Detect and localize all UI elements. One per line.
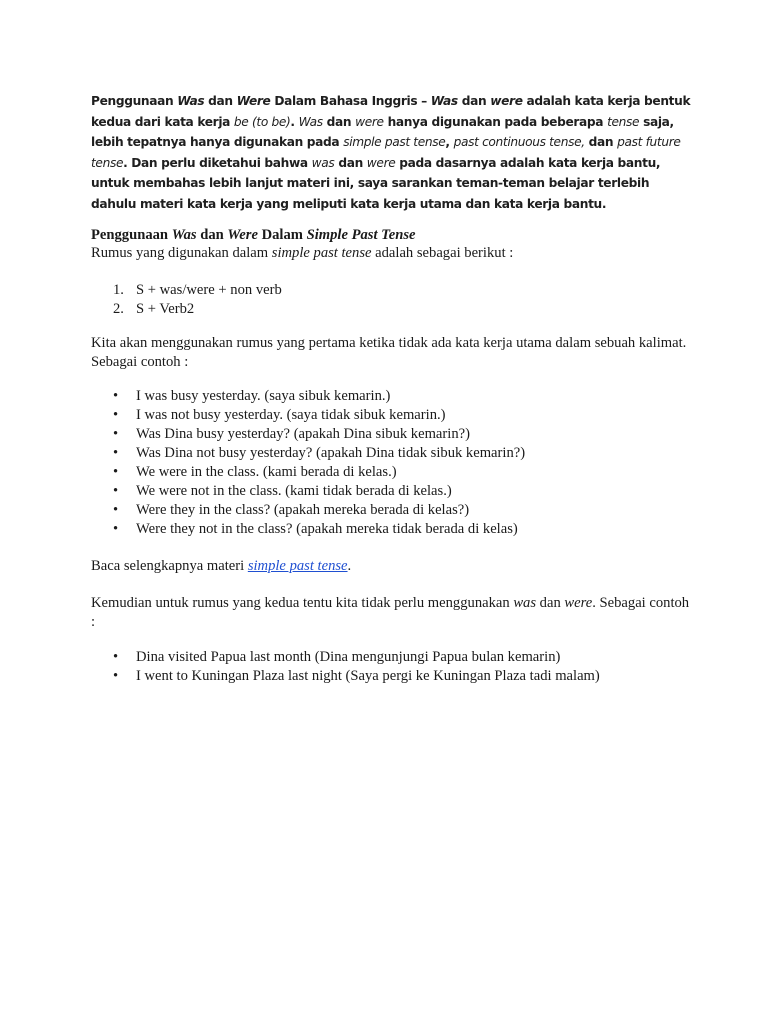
intro-text: saja, lebih tepatnya hanya digunakan pada	[91, 114, 674, 149]
formula-item	[91, 281, 282, 300]
list-item	[91, 387, 525, 406]
example-text: I was busy yesterday. (saya sibuk kemarin.)	[136, 388, 391, 404]
list-item	[91, 648, 600, 667]
heading-text: dan	[196, 227, 228, 243]
paragraph-text: Kemudian untuk rumus yang kedua tentu kita tidak perlu menggunakan	[91, 595, 514, 611]
paragraph-text: simple past tense	[271, 245, 372, 261]
intro-text: were	[366, 155, 396, 170]
section-heading	[91, 226, 416, 245]
bullet-icon: •	[113, 668, 119, 684]
formula-text: S + Verb2	[136, 301, 195, 317]
intro-text: past continuous tense,	[453, 135, 585, 149]
list-item	[91, 444, 525, 463]
example-text: Were they in the class? (apakah mereka berada di kelas?)	[136, 502, 470, 518]
formula-list	[91, 281, 282, 319]
intro-text: .	[290, 114, 299, 129]
intro-text: . Dan perlu diketahui bahwa	[123, 155, 312, 170]
list-item	[91, 501, 525, 520]
heading-text: Were	[227, 227, 258, 243]
bullet-icon: •	[113, 407, 119, 423]
intro-text: Were	[236, 94, 271, 108]
heading-text: Simple Past Tense	[306, 227, 416, 243]
example-text: I went to Kuningan Plaza last night (Saya pergi ke Kuningan Plaza tadi malam)	[136, 668, 600, 684]
intro-text: was	[311, 155, 335, 170]
formula-item	[91, 300, 282, 319]
intro-text: simple past tense	[343, 135, 446, 149]
heading-text: Was	[171, 227, 197, 243]
list-item	[91, 520, 525, 539]
intro-text: ,	[445, 135, 454, 149]
intro-text: Penggunaan	[91, 94, 178, 108]
example-list-2	[91, 648, 600, 686]
intro-text: were	[490, 94, 523, 108]
example-text: Dina visited Papua last month (Dina mengunjungi Papua bulan kemarin)	[136, 649, 561, 665]
paragraph-text: . Sebagai contoh :	[91, 595, 690, 630]
paragraph-text: Baca selengkapnya materi	[91, 558, 248, 574]
intro-text: Dalam Bahasa Inggris –	[270, 94, 431, 108]
paragraph-text: dan	[536, 595, 565, 611]
intro-text: dan	[334, 155, 367, 170]
bullet-icon: •	[113, 649, 119, 665]
paragraph-text: .	[347, 558, 352, 574]
list-item	[91, 463, 525, 482]
example-text: We were not in the class. (kami tidak berada di kelas.)	[136, 483, 452, 499]
bullet-icon: •	[113, 502, 119, 518]
read-more-paragraph	[91, 557, 351, 576]
bullet-icon: •	[113, 521, 119, 537]
heading-text: Penggunaan	[91, 227, 172, 243]
list-item	[91, 406, 525, 425]
intro-text: dan	[457, 94, 491, 108]
simple-past-tense-link[interactable]: simple past tense	[247, 558, 348, 574]
paragraph-text: adalah sebagai berikut :	[371, 245, 514, 261]
example-text: Were they not in the class? (apakah mereka tidak berada di kelas)	[136, 521, 518, 537]
example-text: Was Dina busy yesterday? (apakah Dina sibuk kemarin?)	[136, 426, 470, 442]
intro-paragraph	[91, 91, 691, 214]
second-formula-paragraph	[91, 594, 691, 632]
bullet-icon: •	[113, 464, 119, 480]
intro-text: dan	[584, 135, 618, 149]
bullet-icon: •	[113, 426, 119, 442]
intro-text: dan	[204, 94, 237, 108]
intro-text: Was	[298, 114, 323, 129]
bullet-icon: •	[113, 483, 119, 499]
formula-text: S + was/were + non verb	[136, 282, 282, 298]
intro-text: be (to be)	[233, 114, 291, 129]
bullet-icon: •	[113, 388, 119, 404]
intro-text: pada dasarnya adalah kata kerja bantu, untuk membahas lebih lanjut materi ini, saya sarankan teman-teman belajar terlebih dahulu materi kata kerja yang meliputi kata kerja utama dan kata kerja bantu.	[91, 155, 661, 211]
intro-text: tense	[607, 114, 640, 129]
example-text: I was not busy yesterday. (saya tidak sibuk kemarin.)	[136, 407, 446, 423]
paragraph-text: Rumus yang digunakan dalam	[91, 245, 272, 261]
example-text: We were in the class. (kami berada di kelas.)	[136, 464, 397, 480]
example-list-1	[91, 387, 525, 539]
heading-text: Dalam	[257, 227, 307, 243]
first-formula-paragraph: Kita akan menggunakan rumus yang pertama ketika tidak ada kata kerja utama dalam sebuah kalimat. Sebagai contoh :	[91, 335, 687, 370]
example-text: Was Dina not busy yesterday? (apakah Dina tidak sibuk kemarin?)	[136, 445, 526, 461]
intro-text: past future tense	[91, 135, 681, 170]
intro-text: Was	[177, 94, 205, 108]
list-item	[91, 425, 525, 444]
list-item	[91, 667, 600, 686]
intro-text: hanya digunakan pada beberapa	[383, 114, 608, 129]
formula-intro-paragraph	[91, 244, 513, 263]
paragraph-text: were	[564, 595, 593, 611]
intro-text: adalah kata kerja bentuk kedua dari kata kerja	[91, 94, 691, 129]
bullet-icon: •	[113, 445, 119, 461]
intro-text: Was	[430, 94, 458, 108]
list-number: 1.	[113, 282, 124, 298]
intro-text: were	[355, 114, 384, 129]
intro-text: dan	[322, 114, 356, 129]
paragraph-text: was	[513, 595, 537, 611]
list-number: 2.	[113, 301, 124, 317]
list-item	[91, 482, 525, 501]
